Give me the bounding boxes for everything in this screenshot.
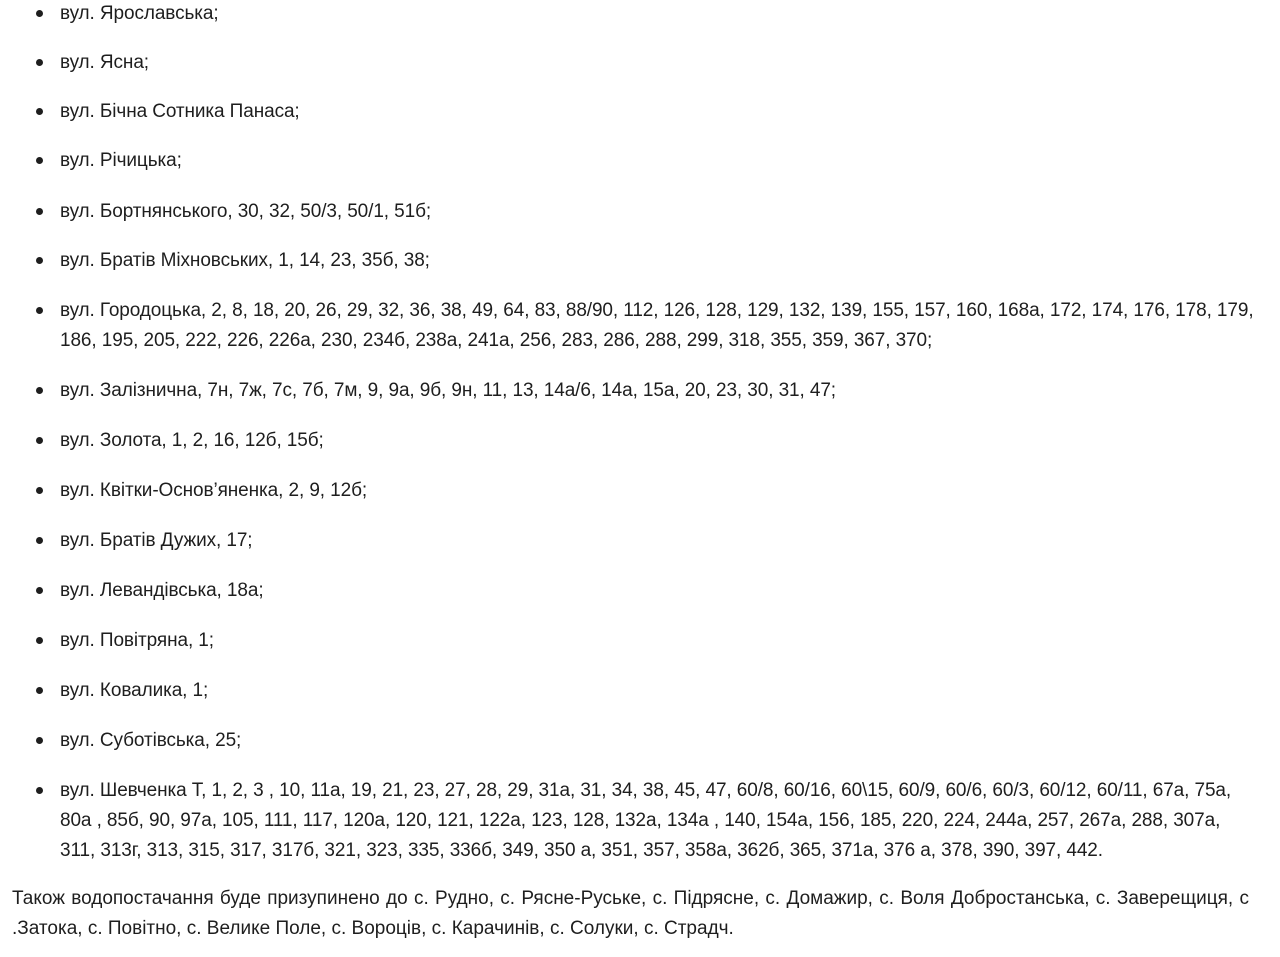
street-text: вул. Ярославська;: [60, 3, 219, 24]
list-item: [60, 526, 1255, 556]
bullet-icon: [36, 787, 43, 794]
street-text: вул. Залізнична, 7н, 7ж, 7с, 7б, 7м, 9, 9а, 9б, 9н, 11, 13, 14а/6, 14а, 15а, 20, 23, 30, 31, 47;: [60, 380, 836, 401]
street-text: вул. Левандівська, 18а;: [60, 580, 264, 601]
street-text: вул. Бортнянського, 30, 32, 50/3, 50/1, 51б;: [60, 201, 432, 222]
street-text: вул. Повітряна, 1;: [60, 630, 214, 651]
footer-paragraph: Також водопостачання буде призупинено до с. Рудно, с. Рясне-Руське, с. Підрясне, с. Домажир, с. Воля Добростанська, с. Заверещиця, с .Затока, с. Повітно, с. Велике Поле, с. Вороців, с. Карачинів, с. Солуки, с. Страдч.: [12, 888, 1249, 939]
bullet-icon: [36, 307, 43, 314]
list-item: [60, 197, 1255, 227]
bullet-icon: [36, 437, 43, 444]
list-item: [60, 626, 1255, 656]
street-text: вул. Шевченка Т, 1, 2, 3 , 10, 11а, 19, 21, 23, 27, 28, 29, 31а, 31, 34, 38, 45, 47, 60/8, 60/16, 60\15, 60/9, 60/6, 60/3, 60/12, 60/11, 67а, 75а, 80а , 85б, 90, 97а, 105, 111, 117, 120а, 120, 121, 122а, 123, 128, 132а, 134а , 140, 154а, 156, 185, 220, 224, 244а, 257, 267а, 288, 307а, 311, 313г, 313, 315, 317, 317б, 321, 323, 335, 336б, 349, 350 а, 351, 357, 358а, 362б, 365, 371а, 376 а, 378, 390, 397, 442.: [60, 780, 1232, 861]
bullet-icon: [36, 387, 43, 394]
list-item: [60, 476, 1255, 506]
bullet-icon: [36, 157, 43, 164]
bullet-icon: [36, 637, 43, 644]
list-item: [60, 246, 1255, 276]
list-item: [60, 376, 1255, 406]
list-item: [60, 726, 1255, 756]
street-text: вул. Братів Дужих, 17;: [60, 530, 253, 551]
bullet-icon: [36, 208, 43, 215]
street-text: вул. Ясна;: [60, 52, 149, 73]
list-item: [60, 146, 1255, 176]
list-item: [60, 676, 1255, 706]
bullet-icon: [36, 487, 43, 494]
bullet-icon: [36, 737, 43, 744]
bullet-icon: [36, 59, 43, 66]
list-item: [60, 48, 1255, 78]
bullet-icon: [36, 108, 43, 115]
bullet-icon: [36, 687, 43, 694]
street-text: вул. Суботівська, 25;: [60, 730, 242, 751]
bullet-icon: [36, 10, 43, 17]
street-text: вул. Квітки-Основ’яненка, 2, 9, 12б;: [60, 480, 368, 501]
list-item: [60, 776, 1255, 866]
bullet-icon: [36, 587, 43, 594]
street-text: вул. Ковалика, 1;: [60, 680, 209, 701]
list-item: [60, 97, 1255, 127]
street-text: вул. Золота, 1, 2, 16, 12б, 15б;: [60, 430, 324, 451]
street-text: вул. Бічна Сотника Панаса;: [60, 101, 300, 122]
street-text: вул. Братів Міхновських, 1, 14, 23, 35б, 38;: [60, 250, 430, 271]
bullet-icon: [36, 257, 43, 264]
list-item: [60, 0, 1255, 29]
list-item: [60, 296, 1255, 356]
bullet-icon: [36, 537, 43, 544]
street-text: вул. Річицька;: [60, 150, 182, 171]
street-text: вул. Городоцька, 2, 8, 18, 20, 26, 29, 32, 36, 38, 49, 64, 83, 88/90, 112, 126, 128, 129, 132, 139, 155, 157, 160, 168а, 172, 174, 176, 178, 179, 186, 195, 205, 222, 226, 226а, 230, 234б, 238а, 241а, 256, 283, 286, 288, 299, 318, 355, 359, 367, 370;: [60, 300, 1254, 351]
list-item: [60, 576, 1255, 606]
list-item: [60, 426, 1255, 456]
